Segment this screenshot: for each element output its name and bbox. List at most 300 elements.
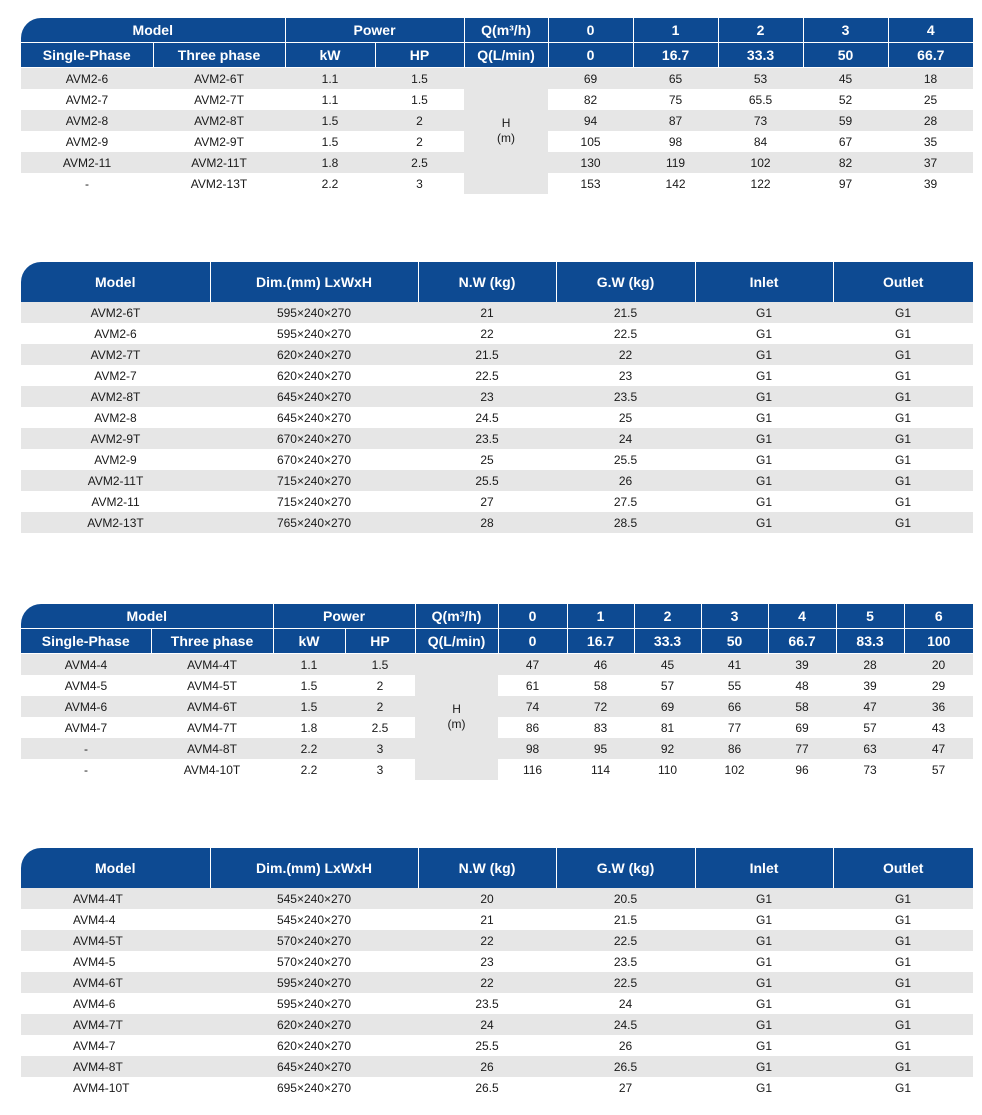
head-value: 69 (634, 696, 701, 717)
dimension-cell: 595×240×270 (210, 323, 418, 344)
head-value: 119 (633, 152, 718, 173)
power-kw: 2.2 (273, 738, 345, 759)
net-weight-cell: 21 (418, 302, 556, 323)
head-value: 74 (498, 696, 567, 717)
outlet-cell: G1 (833, 365, 973, 386)
net-weight-cell: 22 (418, 930, 556, 951)
inlet-cell: G1 (695, 972, 833, 993)
table-row (21, 654, 973, 676)
dimension-cell: 620×240×270 (210, 1014, 418, 1035)
avm4-dimensions-body (21, 888, 973, 1098)
head-value: 53 (718, 68, 803, 90)
avm4-dimensions-table (21, 848, 973, 1098)
flow-lmin-value: 50 (803, 43, 888, 68)
head-value: 45 (634, 654, 701, 676)
flow-lmin-value: 33.3 (718, 43, 803, 68)
dimension-cell: 645×240×270 (210, 1056, 418, 1077)
hp-header: HP (345, 629, 415, 654)
dimension-cell: 595×240×270 (210, 302, 418, 323)
head-label-text: H (452, 702, 461, 716)
head-value: 98 (498, 738, 567, 759)
three-phase-model: AVM4-6T (151, 696, 273, 717)
power-hp: 2 (345, 675, 415, 696)
head-value: 96 (768, 759, 836, 780)
head-value: 84 (718, 131, 803, 152)
three-phase-model: AVM2-11T (153, 152, 285, 173)
three-phase-model: AVM4-5T (151, 675, 273, 696)
gross-weight-cell: 26 (556, 1035, 695, 1056)
net-weight-cell: 22 (418, 972, 556, 993)
inlet-cell: G1 (695, 930, 833, 951)
single-phase-header: Single-Phase (21, 629, 151, 654)
table-row (21, 302, 973, 323)
power-hp: 2 (375, 110, 464, 131)
head-value: 153 (548, 173, 633, 194)
single-phase-model: AVM2-7 (21, 89, 153, 110)
head-value: 77 (701, 717, 768, 738)
flow-lmin-value: 16.7 (633, 43, 718, 68)
net-weight-cell: 23 (418, 951, 556, 972)
table-row (21, 930, 973, 951)
outlet-cell: G1 (833, 1035, 973, 1056)
flow-lmin-value: 33.3 (634, 629, 701, 654)
model-cell: AVM2-6 (21, 323, 210, 344)
net-weight-cell: 22.5 (418, 365, 556, 386)
head-value: 47 (498, 654, 567, 676)
outlet-cell: G1 (833, 428, 973, 449)
power-hp: 2.5 (345, 717, 415, 738)
model-cell: AVM4-7 (21, 1035, 210, 1056)
avm4-performance-body (21, 654, 973, 781)
head-value: 110 (634, 759, 701, 780)
net-weight-cell: 23.5 (418, 428, 556, 449)
head-label (415, 654, 498, 781)
flow-lmin-value: 66.7 (888, 43, 973, 68)
head-value: 39 (836, 675, 904, 696)
net-weight-cell: 20 (418, 888, 556, 909)
avm2-dimensions-table (21, 262, 973, 533)
gross-weight-cell: 26 (556, 470, 695, 491)
table-row (21, 68, 973, 90)
head-value: 58 (567, 675, 634, 696)
dimension-cell: 715×240×270 (210, 491, 418, 512)
power-header: Power (273, 604, 415, 629)
head-value: 86 (701, 738, 768, 759)
table-row (21, 449, 973, 470)
power-kw: 1.5 (273, 675, 345, 696)
outlet-cell: G1 (833, 449, 973, 470)
three-phase-model: AVM4-8T (151, 738, 273, 759)
head-value: 66 (701, 696, 768, 717)
model-cell: AVM2-11T (21, 470, 210, 491)
inlet-cell: G1 (695, 428, 833, 449)
net-weight-header: N.W (kg) (418, 262, 556, 302)
inlet-cell: G1 (695, 951, 833, 972)
inlet-cell: G1 (695, 323, 833, 344)
gross-weight-cell: 21.5 (556, 302, 695, 323)
inlet-cell: G1 (695, 1077, 833, 1098)
head-value: 25 (888, 89, 973, 110)
power-hp: 1.5 (375, 68, 464, 90)
power-kw: 1.8 (273, 717, 345, 738)
gross-weight-cell: 27.5 (556, 491, 695, 512)
power-hp: 3 (375, 173, 464, 194)
inlet-cell: G1 (695, 449, 833, 470)
kw-header: kW (285, 43, 375, 68)
power-kw: 1.1 (273, 654, 345, 676)
head-value: 41 (701, 654, 768, 676)
three-phase-model: AVM2-13T (153, 173, 285, 194)
head-value: 52 (803, 89, 888, 110)
power-kw: 1.5 (285, 110, 375, 131)
head-value: 82 (548, 89, 633, 110)
flow-lmin-header: Q(L/min) (464, 43, 548, 68)
power-kw: 1.1 (285, 89, 375, 110)
head-value: 122 (718, 173, 803, 194)
head-value: 92 (634, 738, 701, 759)
net-weight-cell: 25.5 (418, 1035, 556, 1056)
table-row (21, 972, 973, 993)
flow-lmin-value: 16.7 (567, 629, 634, 654)
outlet-cell: G1 (833, 993, 973, 1014)
head-value: 65.5 (718, 89, 803, 110)
model-header: Model (21, 18, 285, 43)
inlet-header: Inlet (695, 848, 833, 888)
net-weight-cell: 26.5 (418, 1077, 556, 1098)
gross-weight-cell: 25.5 (556, 449, 695, 470)
three-phase-header: Three phase (153, 43, 285, 68)
inlet-cell: G1 (695, 888, 833, 909)
inlet-cell: G1 (695, 491, 833, 512)
outlet-header: Outlet (833, 262, 973, 302)
head-value: 39 (768, 654, 836, 676)
head-value: 37 (888, 152, 973, 173)
table-row (21, 1014, 973, 1035)
head-value: 72 (567, 696, 634, 717)
head-value: 57 (904, 759, 973, 780)
dimension-cell: 695×240×270 (210, 1077, 418, 1098)
head-value: 95 (567, 738, 634, 759)
outlet-header: Outlet (833, 848, 973, 888)
power-hp: 2 (375, 131, 464, 152)
dimension-cell: 765×240×270 (210, 512, 418, 533)
power-header: Power (285, 18, 464, 43)
net-weight-cell: 23.5 (418, 993, 556, 1014)
table-row (21, 344, 973, 365)
dimension-cell: 595×240×270 (210, 972, 418, 993)
inlet-header: Inlet (695, 262, 833, 302)
gross-weight-cell: 24.5 (556, 1014, 695, 1035)
outlet-cell: G1 (833, 1077, 973, 1098)
outlet-cell: G1 (833, 909, 973, 930)
flow-m3h-value: 2 (718, 18, 803, 43)
three-phase-model: AVM2-6T (153, 68, 285, 90)
three-phase-model: AVM2-8T (153, 110, 285, 131)
gross-weight-cell: 23.5 (556, 951, 695, 972)
head-value: 65 (633, 68, 718, 90)
head-value: 102 (701, 759, 768, 780)
net-weight-cell: 24 (418, 1014, 556, 1035)
inlet-cell: G1 (695, 344, 833, 365)
dimension-cell: 670×240×270 (210, 428, 418, 449)
model-header: Model (21, 262, 210, 302)
gross-weight-header: G.W (kg) (556, 262, 695, 302)
table-row (21, 428, 973, 449)
power-kw: 1.5 (285, 131, 375, 152)
head-value: 82 (803, 152, 888, 173)
net-weight-header: N.W (kg) (418, 848, 556, 888)
table-row (21, 1056, 973, 1077)
single-phase-model: AVM2-6 (21, 68, 153, 90)
gross-weight-cell: 22 (556, 344, 695, 365)
flow-m3h-value: 4 (768, 604, 836, 629)
single-phase-model: AVM4-7 (21, 717, 151, 738)
head-value: 48 (768, 675, 836, 696)
net-weight-cell: 28 (418, 512, 556, 533)
head-value: 77 (768, 738, 836, 759)
outlet-cell: G1 (833, 302, 973, 323)
model-cell: AVM2-9T (21, 428, 210, 449)
head-value: 69 (768, 717, 836, 738)
power-hp: 2.5 (375, 152, 464, 173)
head-value: 57 (634, 675, 701, 696)
flow-lmin-value: 66.7 (768, 629, 836, 654)
gross-weight-cell: 24 (556, 428, 695, 449)
outlet-cell: G1 (833, 344, 973, 365)
single-phase-model: - (21, 738, 151, 759)
three-phase-model: AVM2-9T (153, 131, 285, 152)
gross-weight-cell: 25 (556, 407, 695, 428)
model-cell: AVM4-6T (21, 972, 210, 993)
head-unit-text: (m) (447, 717, 466, 731)
net-weight-cell: 21 (418, 909, 556, 930)
dimension-cell: 620×240×270 (210, 344, 418, 365)
head-value: 67 (803, 131, 888, 152)
head-value: 35 (888, 131, 973, 152)
outlet-cell: G1 (833, 888, 973, 909)
model-cell: AVM4-4 (21, 909, 210, 930)
power-kw: 2.2 (285, 173, 375, 194)
gross-weight-header: G.W (kg) (556, 848, 695, 888)
table-row (21, 365, 973, 386)
single-phase-header: Single-Phase (21, 43, 153, 68)
head-value: 20 (904, 654, 973, 676)
model-cell: AVM2-11 (21, 491, 210, 512)
head-value: 45 (803, 68, 888, 90)
head-value: 81 (634, 717, 701, 738)
single-phase-model: AVM4-4 (21, 654, 151, 676)
table-row (21, 470, 973, 491)
dimension-cell: 645×240×270 (210, 386, 418, 407)
net-weight-cell: 25 (418, 449, 556, 470)
head-value: 43 (904, 717, 973, 738)
head-value: 116 (498, 759, 567, 780)
model-cell: AVM4-10T (21, 1077, 210, 1098)
net-weight-cell: 23 (418, 386, 556, 407)
table-row (21, 888, 973, 909)
flow-m3h-value: 1 (567, 604, 634, 629)
outlet-cell: G1 (833, 1014, 973, 1035)
outlet-cell: G1 (833, 1056, 973, 1077)
dimension-cell: 715×240×270 (210, 470, 418, 491)
single-phase-model: AVM4-6 (21, 696, 151, 717)
single-phase-model: - (21, 759, 151, 780)
gross-weight-cell: 20.5 (556, 888, 695, 909)
head-value: 28 (888, 110, 973, 131)
dimension-cell: 570×240×270 (210, 951, 418, 972)
outlet-cell: G1 (833, 323, 973, 344)
model-cell: AVM2-7T (21, 344, 210, 365)
head-value: 97 (803, 173, 888, 194)
table-row (21, 993, 973, 1014)
inlet-cell: G1 (695, 512, 833, 533)
outlet-cell: G1 (833, 386, 973, 407)
head-value: 28 (836, 654, 904, 676)
table-row (21, 323, 973, 344)
head-value: 105 (548, 131, 633, 152)
gross-weight-cell: 24 (556, 993, 695, 1014)
outlet-cell: G1 (833, 930, 973, 951)
dimension-cell: 545×240×270 (210, 909, 418, 930)
gross-weight-cell: 27 (556, 1077, 695, 1098)
table-row (21, 1077, 973, 1098)
avm4-performance-table (21, 604, 973, 780)
single-phase-model: AVM4-5 (21, 675, 151, 696)
flow-lmin-value: 50 (701, 629, 768, 654)
gross-weight-cell: 21.5 (556, 909, 695, 930)
model-cell: AVM4-6 (21, 993, 210, 1014)
hp-header: HP (375, 43, 464, 68)
gross-weight-cell: 22.5 (556, 972, 695, 993)
model-cell: AVM4-5T (21, 930, 210, 951)
gross-weight-cell: 26.5 (556, 1056, 695, 1077)
gross-weight-cell: 22.5 (556, 323, 695, 344)
head-value: 69 (548, 68, 633, 90)
flow-lmin-value: 83.3 (836, 629, 904, 654)
gross-weight-cell: 23.5 (556, 386, 695, 407)
head-label (464, 68, 548, 195)
flow-m3h-value: 0 (498, 604, 567, 629)
head-value: 47 (836, 696, 904, 717)
model-cell: AVM2-8T (21, 386, 210, 407)
model-cell: AVM2-9 (21, 449, 210, 470)
inlet-cell: G1 (695, 909, 833, 930)
head-value: 94 (548, 110, 633, 131)
head-value: 102 (718, 152, 803, 173)
power-kw: 1.8 (285, 152, 375, 173)
head-value: 61 (498, 675, 567, 696)
head-value: 47 (904, 738, 973, 759)
three-phase-model: AVM2-7T (153, 89, 285, 110)
table-row (21, 909, 973, 930)
outlet-cell: G1 (833, 512, 973, 533)
net-weight-cell: 21.5 (418, 344, 556, 365)
flow-m3h-header: Q(m³/h) (464, 18, 548, 43)
gross-weight-cell: 28.5 (556, 512, 695, 533)
gross-weight-cell: 22.5 (556, 930, 695, 951)
power-hp: 1.5 (345, 654, 415, 676)
flow-m3h-value: 3 (803, 18, 888, 43)
head-value: 73 (718, 110, 803, 131)
head-value: 63 (836, 738, 904, 759)
outlet-cell: G1 (833, 972, 973, 993)
outlet-cell: G1 (833, 951, 973, 972)
inlet-cell: G1 (695, 407, 833, 428)
single-phase-model: AVM2-11 (21, 152, 153, 173)
head-value: 29 (904, 675, 973, 696)
avm2-dimensions-body (21, 302, 973, 533)
dimension-cell: 545×240×270 (210, 888, 418, 909)
dimension-header: Dim.(mm) LxWxH (210, 848, 418, 888)
head-value: 98 (633, 131, 718, 152)
flow-m3h-value: 3 (701, 604, 768, 629)
outlet-cell: G1 (833, 470, 973, 491)
flow-lmin-header: Q(L/min) (415, 629, 498, 654)
inlet-cell: G1 (695, 386, 833, 407)
power-hp: 3 (345, 759, 415, 780)
model-cell: AVM2-7 (21, 365, 210, 386)
net-weight-cell: 25.5 (418, 470, 556, 491)
model-cell: AVM4-7T (21, 1014, 210, 1035)
dimension-cell: 570×240×270 (210, 930, 418, 951)
net-weight-cell: 27 (418, 491, 556, 512)
table-row (21, 951, 973, 972)
table-row (21, 1035, 973, 1056)
head-value: 57 (836, 717, 904, 738)
table-row (21, 407, 973, 428)
model-cell: AVM4-4T (21, 888, 210, 909)
net-weight-cell: 24.5 (418, 407, 556, 428)
power-hp: 2 (345, 696, 415, 717)
flow-lmin-value: 0 (498, 629, 567, 654)
model-cell: AVM4-5 (21, 951, 210, 972)
dimension-header: Dim.(mm) LxWxH (210, 262, 418, 302)
net-weight-cell: 22 (418, 323, 556, 344)
head-value: 59 (803, 110, 888, 131)
three-phase-model: AVM4-7T (151, 717, 273, 738)
three-phase-header: Three phase (151, 629, 273, 654)
head-value: 75 (633, 89, 718, 110)
head-value: 46 (567, 654, 634, 676)
flow-m3h-value: 2 (634, 604, 701, 629)
inlet-cell: G1 (695, 470, 833, 491)
inlet-cell: G1 (695, 1035, 833, 1056)
power-hp: 1.5 (375, 89, 464, 110)
head-value: 58 (768, 696, 836, 717)
flow-lmin-value: 100 (904, 629, 973, 654)
head-value: 87 (633, 110, 718, 131)
power-kw: 2.2 (273, 759, 345, 780)
head-value: 55 (701, 675, 768, 696)
model-cell: AVM2-13T (21, 512, 210, 533)
single-phase-model: AVM2-9 (21, 131, 153, 152)
avm2-performance-table (21, 18, 973, 194)
flow-m3h-value: 0 (548, 18, 633, 43)
inlet-cell: G1 (695, 302, 833, 323)
head-value: 18 (888, 68, 973, 90)
dimension-cell: 595×240×270 (210, 993, 418, 1014)
table-row (21, 386, 973, 407)
head-value: 86 (498, 717, 567, 738)
inlet-cell: G1 (695, 365, 833, 386)
model-header: Model (21, 848, 210, 888)
gross-weight-cell: 23 (556, 365, 695, 386)
head-label-text: H (501, 116, 511, 130)
outlet-cell: G1 (833, 407, 973, 428)
model-cell: AVM2-6T (21, 302, 210, 323)
inlet-cell: G1 (695, 1014, 833, 1035)
dimension-cell: 670×240×270 (210, 449, 418, 470)
